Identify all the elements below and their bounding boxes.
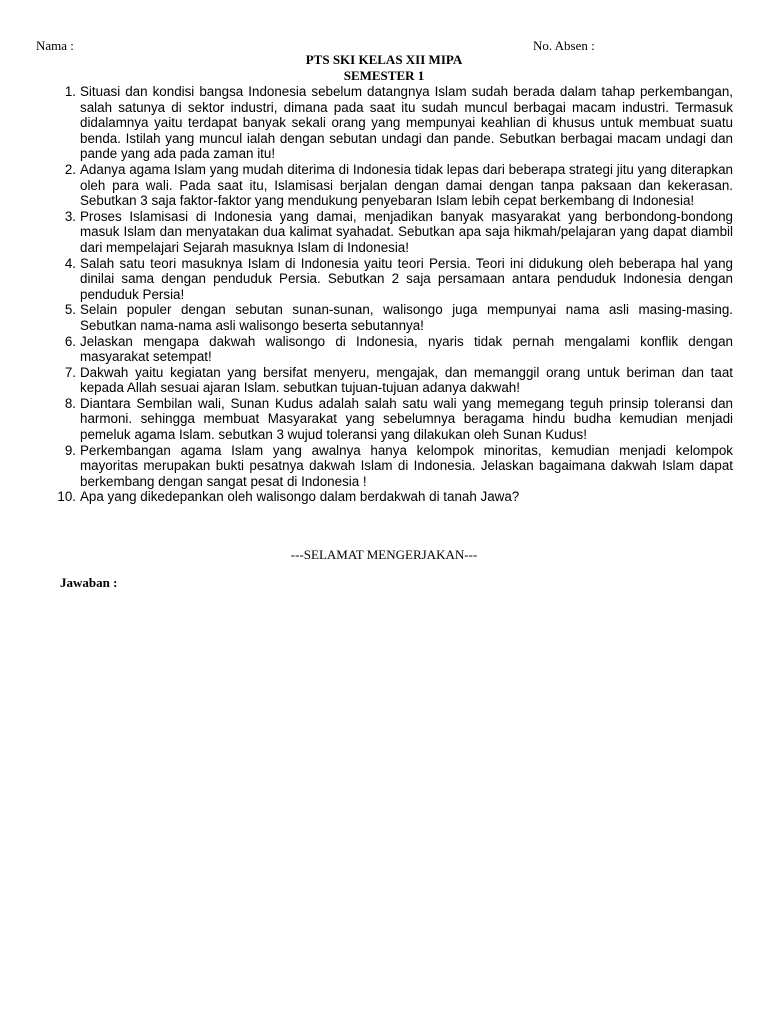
question-text: Salah satu teori masuknya Islam di Indonesia yaitu teori Persia. Teori ini didukung oleh beberapa hal yang dinilai sama dengan penduduk Persia. Sebutkan 2 saja persamaan antara penduduk Indonesia dengan penduduk Persia! — [80, 255, 733, 302]
question-number: 4. — [64, 255, 76, 271]
question-item — [52, 396, 733, 443]
question-number: 10. — [57, 489, 76, 505]
question-number: 8. — [64, 395, 76, 411]
question-number: 6. — [64, 333, 76, 349]
question-text: Situasi dan kondisi bangsa Indonesia sebelum datangnya Islam sudah berada dalam tahap perkembangan, salah satunya di sektor industri, dimana pada saat itu sudah muncul berbagai macam industri. Termasuk didalamnya yaitu terdapat banyak sekali orang yang mempunyai keahlian di khusus untuk membuat suatu benda. Istilah yang muncul ialah dengan sebutan undagi dan pande. Sebutkan berbagai macam undagi dan pande yang ada pada zaman itu! — [80, 84, 733, 162]
nama-label: Nama : — [36, 38, 74, 53]
question-item — [52, 365, 733, 396]
question-number: 7. — [64, 364, 76, 380]
question-item — [52, 162, 733, 209]
question-number: 5. — [64, 302, 76, 318]
question-text: Dakwah yaitu kegiatan yang bersifat menyeru, mengajak, dan memanggil orang untuk beriman dan taat kepada Allah sesuai ajaran Islam. sebutkan tujuan-tujuan adanya dakwah! — [80, 364, 733, 396]
question-text: Diantara Sembilan wali, Sunan Kudus adalah salah satu wali yang memegang teguh prinsip toleransi dan harmoni. sehingga membuat Masyarakat yang sebelumnya beragama hindu budha kemudian menjadi pemeluk agama Islam. sebutkan 3 wujud toleransi yang dilakukan oleh Sunan Kudus! — [80, 395, 733, 443]
question-number: 9. — [64, 442, 76, 458]
answer-label: Jawaban : — [60, 575, 118, 590]
question-item — [52, 443, 733, 490]
closing-message: ---SELAMAT MENGERJAKAN--- — [290, 547, 478, 562]
question-text: Perkembangan agama Islam yang awalnya hanya kelompok minoritas, kemudian menjadi kelompok mayoritas merupakan bukti pesatnya dakwah Islam di Indonesia. Jelaskan bagaimana dakwah Islam dapat berkembang dengan sangat pesat di Indonesia ! — [80, 442, 733, 489]
question-item — [52, 489, 733, 505]
absen-label: No. Absen : — [533, 38, 595, 53]
page-title: PTS SKI KELAS XII MIPA — [305, 52, 463, 67]
question-item — [52, 84, 733, 162]
question-item — [52, 334, 733, 365]
question-item — [52, 302, 733, 333]
question-text: Apa yang dikedepankan oleh walisongo dalam berdakwah di tanah Jawa? — [80, 489, 520, 505]
question-number: 1. — [64, 84, 76, 99]
question-text: Selain populer dengan sebutan sunan-sunan, walisongo juga mempunyai nama asli masing-masing. Sebutkan nama-nama asli walisongo beserta sebutannya! — [80, 302, 733, 333]
question-item — [52, 256, 733, 303]
question-list — [52, 84, 733, 505]
question-number: 2. — [64, 161, 76, 177]
question-text: Proses Islamisasi di Indonesia yang damai, menjadikan banyak masyarakat yang berbondong-bondong masuk Islam dan menyatakan dua kalimat syahadat. Sebutkan apa saja hikmah/pelajaran yang dapat diambil dari mempelajari Sejarah masuknya Islam di Indonesia! — [80, 208, 733, 255]
page-subtitle: SEMESTER 1 — [343, 68, 425, 83]
question-text: Jelaskan mengapa dakwah walisongo di Indonesia, nyaris tidak pernah mengalami konflik dengan masyarakat setempat! — [80, 333, 733, 365]
question-item — [52, 209, 733, 256]
question-text: Adanya agama Islam yang mudah diterima di Indonesia tidak lepas dari beberapa strategi jitu yang diterapkan oleh para wali. Pada saat itu, Islamisasi berjalan dengan damai dengan tanpa paksaan dan kekerasan. Sebutkan 3 saja faktor-faktor yang mendukung penyebaran Islam lebih cepat berkembang di Indonesia! — [80, 161, 733, 209]
question-number: 3. — [64, 208, 76, 224]
